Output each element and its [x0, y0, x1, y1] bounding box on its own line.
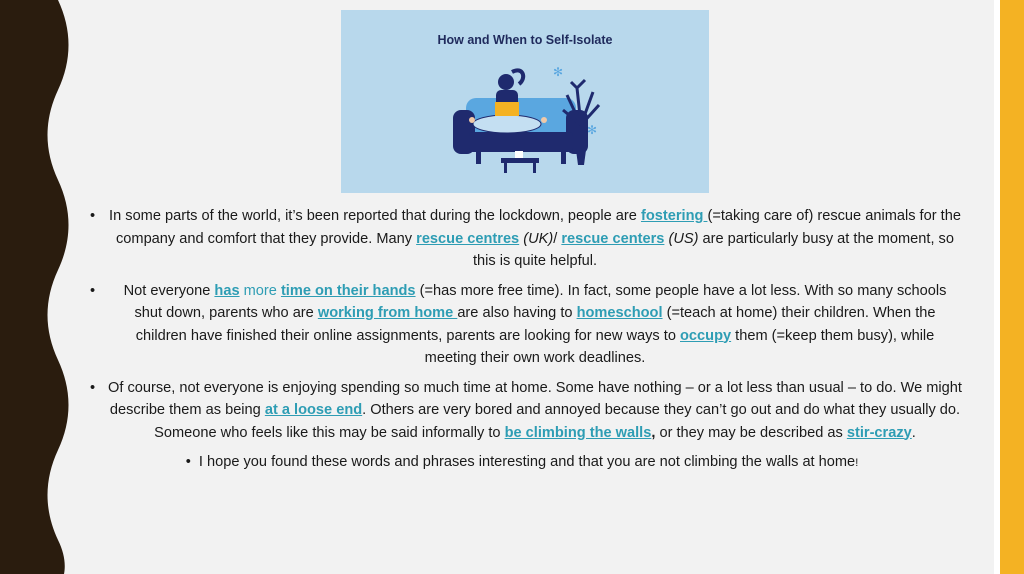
bullet: • [90, 208, 96, 224]
text: . Others are very bored and annoyed because they can’t go out and do what they usually do. Someone who feels like this may be said informally to [154, 402, 961, 441]
paragraph-time-on-hands [82, 280, 962, 370]
bullet: • [185, 454, 191, 470]
link-be-climbing-the-walls[interactable]: be climbing the walls [504, 424, 652, 441]
snowflake-icon: ✻ [553, 65, 564, 79]
text: I hope you found these words and phrases interesting and that you are not climbing the walls at home [198, 454, 856, 470]
link-stir-crazy[interactable]: stir-crazy [846, 424, 912, 441]
text: In some parts of the world, it’s been reported that during the lockdown, people are [109, 208, 641, 224]
text: (=has more free time). In fact, some people have a lot less. With so many schools shut down, parents who are [134, 282, 947, 321]
paragraph-closing [82, 451, 962, 475]
laptop-icon [495, 102, 519, 116]
paragraph-climbing-walls [82, 377, 962, 445]
link-fostering[interactable]: fostering [640, 208, 708, 224]
text: / [553, 230, 562, 247]
paragraph-fostering [82, 205, 962, 273]
left-decorative-band [0, 0, 80, 574]
snowflake-icon: ✻ [587, 123, 598, 137]
text-exclamation: ! [855, 457, 859, 469]
text: . [911, 424, 916, 441]
sofa-seat [469, 132, 573, 152]
illustration-title: How and When to Self-Isolate [437, 33, 613, 47]
coffee-table [501, 158, 539, 163]
self-isolate-illustration [341, 10, 709, 193]
text-comma: , [651, 424, 656, 441]
link-rescue-centers[interactable]: rescue centers [561, 230, 665, 247]
bullet: • [90, 379, 96, 396]
text: or they may be described as [655, 424, 847, 441]
text: (=teach at home) their children. When the children have finished their online assignments, parents are looking for new ways to [135, 305, 936, 344]
bullet: • [90, 282, 96, 299]
person-legs [473, 115, 541, 133]
body-text [82, 205, 962, 482]
link-has[interactable]: has [214, 282, 240, 299]
text: them (=keep them busy), while meeting their own work deadlines. [424, 327, 935, 366]
text: (=taking care of) rescue animals for the company and comfort that they provide. Many [116, 208, 961, 247]
link-occupy[interactable]: occupy [680, 327, 732, 344]
link-homeschool[interactable]: homeschool [576, 305, 663, 321]
mug-icon [515, 151, 523, 158]
link-working-from-home[interactable]: working from home [317, 305, 458, 321]
link-rescue-centres[interactable]: rescue centres [416, 230, 520, 247]
text-italic: (US) [664, 230, 699, 247]
text: are also having to [457, 305, 577, 321]
text: are particularly busy at the moment, so this is quite helpful. [472, 230, 954, 269]
link-at-a-loose-end[interactable]: at a loose end [264, 402, 363, 418]
text: Of course, not everyone is enjoying spending so much time at home. Some have nothing – or a lot less than usual – to do. We might describe them as being [108, 379, 962, 418]
person-head [498, 74, 514, 90]
link-time-on-their-hands[interactable]: time on their hands [280, 282, 416, 299]
right-accent-band [1000, 0, 1024, 574]
text-italic: (UK) [519, 230, 554, 247]
text: Not everyone [123, 282, 215, 299]
link-more[interactable]: more [239, 282, 281, 299]
